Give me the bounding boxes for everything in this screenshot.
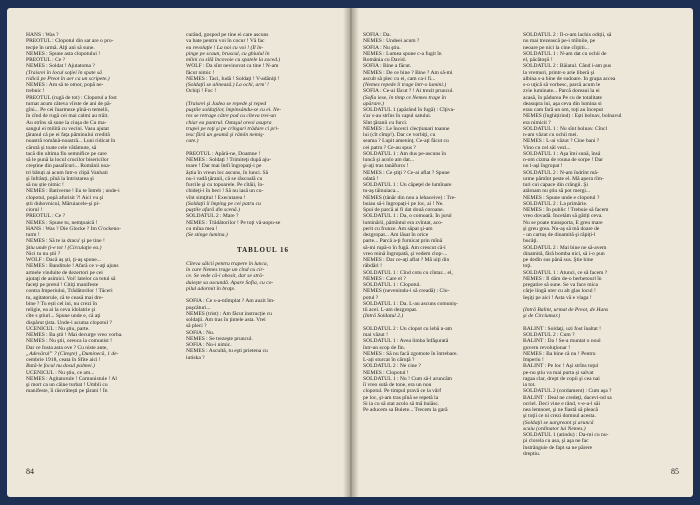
text-line: eu revoluţie ! La noi cu voi ! (Îl în-: [186, 44, 264, 51]
text-line: înstrânguie de fapt sa ne părere: [523, 444, 593, 451]
right-column-1: [363, 32, 517, 413]
text-line: să nu știe nimic !: [26, 182, 64, 188]
text-line: s-o uţică să vorbesc, parcă acum le: [523, 82, 601, 88]
text-line: noastră română-noastră... Luni ridicat în: [26, 138, 116, 145]
text-line: cârje lingă uter cu alt glas locul !: [523, 288, 596, 295]
text-line: NEMES : Undeei acum ?: [363, 38, 420, 45]
text-line: răbdări !: [363, 263, 382, 270]
text-line: şi-aţi tras tanăfurcs !: [363, 163, 409, 170]
right-page-number: 85: [671, 467, 679, 476]
text-line: ce. Se vede că-i obosit, dar se stră-: [186, 273, 264, 280]
text-line: potul ?: [363, 294, 379, 301]
text-line: știi duhovnicul, Măruiacele-şi pi-: [26, 200, 100, 207]
text-line: luncă şi acolo am dat...: [363, 157, 414, 163]
text-line: SOLDATUL 1 (apărând în fugă) : Cîţiva-: [363, 107, 455, 113]
text-line: Si ia cu să stat acolo să mă buiăsc.: [363, 400, 440, 407]
text-line: (Nemes repede îi trage într-o lumini.): [363, 82, 447, 88]
text-line: SOFIA : Ce-ai făcut ? ! Ai trezit pruncul.: [363, 88, 454, 95]
text-line: îi vreo sută de tone, era un nou: [363, 382, 432, 388]
text-line: să pleci ?: [186, 323, 207, 330]
text-line: el, păcătoşii !: [523, 57, 553, 63]
left-page-number: 84: [26, 467, 34, 476]
text-line: NEMES : Spune asta clopotului !: [26, 50, 101, 57]
text-line: apărare.): [363, 100, 384, 107]
text-line: - un cartuș de dinamită şi răpiți-l: [523, 232, 596, 238]
text-line: ăștia în vreun loc ascuns, în lunci. Să: [186, 169, 269, 176]
text-line: SOLDATUL 2 : Îl-o-am lachis odiții, să: [523, 32, 612, 38]
text-line: în cînd de rugă cei mai calmi au trăit.: [26, 113, 109, 120]
text-line: NEMES : Ce ştiţi ? Ce-ai aflat ? Spune: [363, 169, 450, 176]
text-line: cărută şi toate cele vătămute, să: [26, 144, 97, 151]
text-line: ridică pe Preot în aer ca un scripete.): [26, 75, 110, 82]
text-line: ţăranul că pe ei fața păminului credită: [26, 132, 110, 138]
text-line: Bată-le focul nu dosul palmei.): [26, 363, 95, 370]
text-line: era nimicit ?: [523, 119, 551, 126]
text-line: NEMES (tânăr din nou a lehaceive) : Tre-: [363, 194, 456, 201]
text-line: NEMES : În public ! Trebuie să facem: [523, 207, 609, 213]
text-line: seama ? Lupit ameninţ. Ce-aţi făcut cu: [363, 138, 449, 145]
text-line: SOLDATUL 2 : La primărie.: [523, 200, 588, 207]
text-line: PREOTUL : Apără-ne, Doamne !: [186, 150, 261, 157]
text-line: SOLDATUL 1 : Nu ! Cum să-l aruncăm: [363, 375, 452, 382]
text-line: SOFIA : Bine a făcut.: [363, 63, 412, 70]
text-line: SOLDATUL 2 (cordament) : Cum aşa ?: [523, 388, 612, 395]
text-line: chiar ea pantrul. Ostaşul oreoi asupra: [186, 119, 272, 126]
text-line: NEMES : Se trezeşte pruncul.: [186, 335, 253, 342]
text-line: duiește sa ascundă. Apare Sofia, cu co-: [186, 279, 274, 286]
text-line: sangul ei milită cu vecini. Vasu ajutat: [26, 125, 109, 132]
text-line: faceţi pe pretul ! Citiţi manifeste: [26, 282, 99, 288]
text-line: turm !: [26, 232, 40, 238]
text-line: şi mort ca un câine turbat ! Umbli cu: [26, 382, 108, 388]
scene-heading: TABLOUL 16: [236, 245, 290, 254]
text-line: BALINT : Pe loc ! Aşi strîns toţul: [523, 363, 599, 370]
text-line: cei patru ? Ce-au spus ?: [363, 144, 416, 151]
text-line: NEMES : Bativerne ! Eu te întreb ; unde-i: [26, 188, 120, 195]
text-line: puştile soldaţilor, împinsându-se cu ei. Ne-: [186, 107, 282, 113]
text-line: cate.): [186, 138, 199, 145]
text-line: nea lemnoet, şi ne fiastă să pleacă: [523, 407, 599, 413]
text-line: turi cui capace din crăngii. Şi: [523, 182, 588, 188]
text-line: ia tot.: [523, 382, 536, 388]
text-line: Ochiţi ! Foc !: [186, 88, 217, 95]
text-line: să-mi rupă-o în fugă. Am crescut că-l: [363, 244, 446, 251]
text-line: pe-nu ştiu va mai purta și salvat: [523, 369, 594, 376]
text-line: trebnic !: [26, 88, 45, 95]
text-line: Sînt ţăranii cu furci.: [363, 119, 408, 126]
text-line: PREOTUL (rugă de tot) : Clopotul a fost: [26, 94, 117, 101]
text-line: SOLDATUL 1 : Aşa îmi sună, însă: [523, 150, 601, 157]
text-line: SOLDATUL 2 : Cum ?: [523, 332, 575, 338]
text-line: NEMES (nevenindu-i să creadă) : Clo-: [363, 288, 450, 295]
text-line: ascult să plec cu ei, cam ca-i fi...: [363, 75, 436, 82]
text-line: curând, gospod pe tine ei care ascuns: [186, 32, 269, 38]
text-line: Nu se poate transporta, E greu mare: [523, 219, 603, 226]
text-line: Pe aducem sa Bulete... Trecem la gară: [363, 407, 448, 413]
text-line: scaiu (ordinator lui Nemes.): [523, 425, 586, 432]
text-line: (Intră Balint, urmat de Preot, de Hans: [523, 307, 609, 313]
text-line: SOFIA : Nu.: [186, 329, 215, 336]
text-line: puşcături...: [186, 304, 211, 311]
text-line: mîini cu sîlă încovoie cu spatele la zoced.): [186, 57, 281, 63]
text-line: România cu David.: [363, 57, 406, 63]
text-line: parte... Parcă a-ţi furnicat prin mînă: [363, 238, 443, 245]
text-line: toţi.: [523, 263, 532, 270]
text-line: într-un scop de fin.: [363, 344, 406, 351]
text-line: SOLDATUL 2 : Ne cine ?: [363, 363, 421, 370]
text-line: soldaţii. Am tras în ţintele asta. Vrei: [186, 317, 266, 323]
book-gutter: [343, 8, 359, 497]
text-line: SOLDATUL 1 : Atunci, ce să facem ?: [523, 269, 608, 276]
text-line: NEMES : Am să te omor, popă ne-: [26, 82, 104, 88]
text-line: cembrie 1918, ceata în Sfite aici !: [26, 357, 101, 363]
text-line: NEMES : Lumea spune c-a fugit în: [363, 50, 442, 57]
text-line: NEMES : Ba ştii ! Mai decurge vreo vorba.: [26, 332, 123, 338]
text-line: vreo dovadă. Încetăm să gătiți ceva.: [523, 213, 603, 220]
text-line: HANS : Was ?: [26, 32, 59, 38]
text-line: SOLDATUL 2 : Un clopot cu lebă n-am: [363, 325, 452, 332]
text-line: s'ar s-au strîns în capul satului.: [363, 113, 432, 120]
text-line: res se retrage către pod cu cîteva trei-un: [186, 113, 276, 120]
text-line: dezgropat... Am lăsat în orice: [363, 232, 429, 238]
text-line: vreo mină îngropată, şi vedem clop-...: [363, 250, 448, 257]
text-line: NEMES : Dar ce-aţi aflat ? Mă uiţi din: [363, 257, 450, 263]
text-line: pinge pe scaun, bruscul, cu ghiulul în: [186, 50, 270, 57]
text-line: mai văzut !: [363, 332, 388, 338]
text-line: ajutaţi de asimici. Voi! latelor ca totul să: [26, 275, 116, 282]
text-line: turnat acum câteva vîrste de ani de pă-: [26, 100, 112, 107]
text-line: „Adevărul” ? (Citeşte) „Duminecă, 1 de-: [26, 350, 119, 357]
text-line: (Intră Soldatul 2.): [363, 313, 404, 320]
text-line: Nici tu nu știi ?: [26, 250, 61, 257]
text-line: NEMES : Îl dăm de-o berbetourl în: [523, 275, 602, 282]
text-line: NEMES : Ascultă, tu eşti prietena cu: [186, 348, 268, 355]
text-line: acasă, în pădurea Pe cu de totalitate: [523, 94, 603, 101]
text-line: va bate pentru voi în cocur ! Vă fac: [186, 38, 265, 45]
text-line: NEMES : Clopotul !: [363, 369, 409, 376]
text-line: SOLDATUL 2 : Mare ?: [186, 213, 239, 220]
text-line: NEMES : Taci, Iudă ! Soldaţi ! V-adăniţi !: [186, 75, 280, 82]
text-line: SOLDATUL 1 : Avea limba înfăşurată: [363, 338, 449, 345]
text-line: Cîteva sălcii pentru trapere în lunca,: [186, 260, 269, 267]
text-line: dreptiu.: [523, 450, 541, 457]
text-line: NEMES : Agitatorule ! Comunistule ! Al: [26, 375, 117, 382]
text-line: nu-i vadă ţăranii, că se răscoală cu: [186, 175, 263, 182]
text-line: neoare pe nici la cine cîrpiti...: [523, 44, 589, 51]
text-line: NEMES : Le încerci clecțiunari toanne: [363, 125, 450, 132]
text-line: cîte s ştiuri... Spune unde e, că aţi: [26, 313, 101, 320]
text-line: pilul adormit în braţe.: [186, 285, 236, 292]
text-line: pe dedîn sus până sus. Ştie bine: [523, 257, 594, 263]
text-line: iutiska ?: [186, 354, 205, 361]
text-line: pi clorela cu asa, şi aşa ne fac: [523, 438, 589, 445]
text-line: Ştiu unde ţi-e tot ! (Circulaţie ea.): [26, 244, 102, 251]
text-line: NEMES : Care el ?: [363, 275, 406, 282]
text-line: PREOTUL : Ce ?: [26, 213, 66, 220]
text-line: SOLDATUL 2 : N-am îndrînt mă-: [523, 169, 599, 176]
text-line: şi de Circiumar.): [523, 313, 561, 320]
text-line: pregatire să sune. Se va face mica: [523, 282, 598, 288]
text-line: Vino cu cel săi vezi...: [523, 144, 571, 151]
text-line: Ieşiţi pe aici ! Asta vă e vlaga !: [523, 294, 592, 301]
text-line: UCENICUL : Nu ştiu, parte.: [26, 325, 90, 332]
right-column-2: [523, 32, 677, 457]
text-line: lui (cît cîmp!). Dar ce vorbiţi, cu: [363, 132, 436, 138]
text-line: să le pună la locul crucilor bisericilor: [26, 157, 109, 163]
text-line: nu l-aşi îngropat !: [523, 163, 563, 170]
text-line: toare ! Dar mai întîi îngropaţi-i pe: [186, 163, 262, 170]
text-line: (Se stinge lumina.): [186, 232, 228, 238]
text-line: tu, agitatorule, că te ceasă mai dre-: [26, 294, 104, 301]
text-line: HANS : Was ? Die Glocke ? Im G'ockeno-: [26, 225, 122, 232]
text-line: BALINT : Deal ne credeţi, dacevi-nd sa: [523, 394, 612, 401]
text-line: SOLDATUL 1 : Un căpeţel de lumînare: [363, 182, 452, 188]
text-line: SOLDATUL 1 (atindu) : Da-mi cu nu-: [523, 432, 609, 438]
text-line: luminării, pămîntul era zvîntat, aco-: [363, 219, 443, 226]
text-line: vînt simţitul ! Executarea !: [186, 194, 246, 201]
text-line: dinamită, fără bomba nici, să i-o pun: [523, 250, 605, 257]
text-line: SOLDATUL 1 : Am dus pe-ascuns în: [363, 150, 446, 157]
text-line: gîni... Pe cei înarmeze pînă-n temelii,: [26, 107, 110, 113]
text-line: ragaa clar, drept de copii şi cea nai: [523, 375, 600, 382]
text-line: n-am văzut cu ochii mei.: [523, 132, 578, 138]
text-line: SOLDATUL 1 : Da. L-au ascuns comuniș-: [363, 300, 458, 307]
text-line: NEMES : Să nu facă zgomote în întrebare.: [363, 350, 458, 357]
text-line: NEMES : Banditule ! Afară ce v-aţi ajuns: [26, 263, 119, 270]
text-line: NEMES (trist) : Am făcut instrucție cu: [186, 310, 272, 317]
text-line: odată !: [363, 175, 379, 182]
text-line: urme pămînt peste el. Mă apera rîm-: [523, 175, 604, 182]
text-line: BALINT : Da ! Se-a muntat o noul: [523, 338, 601, 345]
text-line: SOFIA : Nu ştiu.: [363, 44, 401, 51]
text-line: clopotul, popă afurisit ?! Aici vu şi: [26, 194, 104, 201]
text-line: albina s-a bine de sudoare. În grapa accea: [523, 75, 616, 82]
text-line: NEMES : Trădătorilor ! Pe toţi vă-aopu-se: [186, 219, 281, 226]
text-line: tecţie în urmă. Alţi ani să sune.: [26, 44, 95, 51]
text-line: erau cam fară un om, toţi au început: [523, 107, 604, 113]
text-line: contra Imperiului, Trădătorilor ! Tăceri: [26, 288, 113, 295]
text-line: Dar ce fusta asta ove ? Cu niste ante,: [26, 344, 108, 351]
left-page: [7, 8, 351, 497]
text-line: (Soldaţii îi împing pe cei patru cu: [186, 200, 261, 207]
right-page: [351, 8, 693, 497]
text-line: NEMES : Spune tu, nemţoaică !: [26, 219, 98, 226]
text-line: PREOTUL : Ce ?: [26, 57, 66, 63]
text-line: şi greu grea. Nu-aş să mă doare de: [523, 225, 600, 232]
left-column-1: [26, 32, 180, 395]
text-line: cu mîna mea !: [186, 225, 218, 232]
text-line: SOLDATUL 1 : Da, o comoară. În jurul: [363, 213, 452, 220]
text-line: SOLDATUL 1 : Nu sînt bolnav. Cîncl: [523, 125, 608, 132]
text-line: SOLDATUL 2 : Mai bine ne să-avem: [523, 244, 607, 251]
text-line: SOFIA : Da.: [363, 32, 391, 38]
text-line: chideţi-i în beci ! Să nu iasă un cu-: [186, 188, 264, 195]
text-line: tesc fără un geamă şi rămîn nemiş-: [186, 132, 265, 138]
text-line: atârnam nu ştiu să pot mergi...: [523, 188, 591, 195]
text-line: dispărut ţista. Unde-i acuma clopotul ?: [26, 319, 112, 326]
text-line: (Traisrei în locul soţiei în spate să: [26, 69, 102, 76]
text-line: L-ați sturcat în căruţă ?: [363, 357, 415, 363]
text-line: UCENICUL : Nu ştiu, ce am...: [26, 369, 95, 376]
text-line: NEMES : De ce bine ? Bine ? Am să-mi: [363, 69, 453, 76]
text-line: manifeste, îi răsvrătești pe ţărani ! În: [26, 388, 108, 395]
text-line: SOFIA : Ce s-a-ntîmplat ? Am auzit îm-: [186, 298, 275, 305]
text-line: clopotul. Pe timpul pravă ce la vârf: [363, 388, 442, 395]
text-line: făcut nimic !: [186, 69, 215, 76]
text-line: în cure Nemes trage un cînd cu cir-: [186, 267, 265, 273]
text-line: nu mai trezească pe-i mîinile, pe: [523, 38, 596, 45]
left-column-2: [186, 32, 340, 361]
text-line: pe loc, şi-am tras pînă se repetă la: [363, 394, 439, 401]
text-line: ciorul !: [26, 207, 43, 213]
text-line: tu-aş tăinuiaca...: [363, 188, 400, 195]
text-line: (Soldaţii se alinează.) La ochi, arm' !: [186, 82, 269, 88]
text-line: SOFIA : Nu-i nimic.: [186, 342, 232, 348]
text-line: (Sofia iese, în timp ce Nemes trage în: [363, 94, 446, 101]
text-line: WOLF : Da sînt nevinovat ca tine ! N-am: [186, 63, 279, 70]
text-line: bucăţi.: [523, 238, 538, 245]
text-line: Imperiu !: [523, 357, 544, 363]
text-line: puştile afară din scenă.): [186, 207, 240, 213]
text-line: NEMES : Soldaţi ! Trimiteţi după aju-: [186, 157, 272, 163]
text-line: n-om cizma de rouna de sorpe ! Dar: [523, 157, 603, 163]
text-line: buiau să-i îngropaţi-i pe loc, ai ! Ne.: [363, 200, 444, 207]
text-line: tacă din ultima fiu semnifice pe care: [26, 150, 107, 157]
text-line: guvern revoluţionar !: [523, 344, 571, 351]
text-line: bine ? Tu ești cel ini, nu crezi în: [26, 300, 98, 307]
text-line: ocriel. Deci vine e rând, v-e-a-l săi: [523, 400, 601, 407]
text-line: (Soldaţii se uargreant şi aruncă: [523, 419, 594, 426]
text-line: creştine din pasalîcuri... Românii noa-: [26, 163, 111, 170]
text-line: NEMES : Ba bine că nu ! Pentru: [523, 350, 596, 357]
text-line: WOLF : Dacă aș ști, ţi-aş spune...: [26, 257, 101, 263]
text-line: armele vinduite de dezertori pe cei: [26, 269, 103, 276]
text-line: Spui de parcă ai fi dat două coroane.: [363, 207, 445, 213]
text-line: PREOTUL : Clopotul din sat are o pro-: [26, 38, 114, 45]
text-line: perit cu frunze. Am săpat şi-am: [363, 225, 433, 232]
text-line: la vremuri, printr-o arie liberă şi: [523, 69, 595, 76]
text-line: SOLDATUL 1 : Cînd cotu cu cîntar... el,: [363, 269, 453, 276]
text-line: trupei pe toţi şi pe crînguri trădare ci pri-: [186, 125, 279, 132]
text-line: zvie luminate... Parcă doreaui la ei: [523, 88, 600, 95]
text-line: şi înfrânți, pînă la întristarea şi: [26, 175, 94, 182]
text-line: NEMES : Să te ia dracu' şi pe tine !: [26, 238, 105, 245]
text-line: NEMES : L-ai văzut ? Cine bani ?: [523, 138, 600, 145]
text-line: BALINT : Soldaţi, uzi fost înaltat !: [523, 325, 602, 332]
text-line: NEMES : Spune unde e clopotul ?: [523, 194, 600, 201]
text-line: (Traisrei şi Jadea se repede şi reped: [186, 100, 267, 107]
text-line: SOLDATUL 2 : Băiatul. Când i-am pus: [523, 63, 612, 70]
text-line: deasupra lui, aşa ceva din lumina si: [523, 100, 602, 107]
text-line: SOLDATUL 1 : Clopotul.: [363, 282, 421, 288]
text-line: tii acel. L-am dezgropat.: [363, 307, 418, 313]
text-line: furcile şi cu topoarele. Pe cîtăii, în-: [186, 182, 264, 188]
text-line: NEMES (înghițirind) : Ești bolnav, bolnavul: [523, 113, 622, 120]
text-line: NEMES : Soldat ! Ajutatoma ?: [26, 63, 95, 70]
text-line: tri bătuți ai acum într-o clipă Vanhati: [26, 169, 108, 176]
text-line: Au strîns să sune la ciuşa de Cu ma-: [26, 119, 107, 126]
text-line: NEMES : Nu ştii, oreoca la comunist !: [26, 338, 112, 345]
text-line: şi toţii ce ni crezi domnul acesta.: [523, 413, 596, 420]
text-line: religie, ea ai la ceva idolatrie şi: [26, 307, 96, 313]
text-line: SOLDATUL 1 : N-am dat cu ochii de: [523, 50, 607, 57]
